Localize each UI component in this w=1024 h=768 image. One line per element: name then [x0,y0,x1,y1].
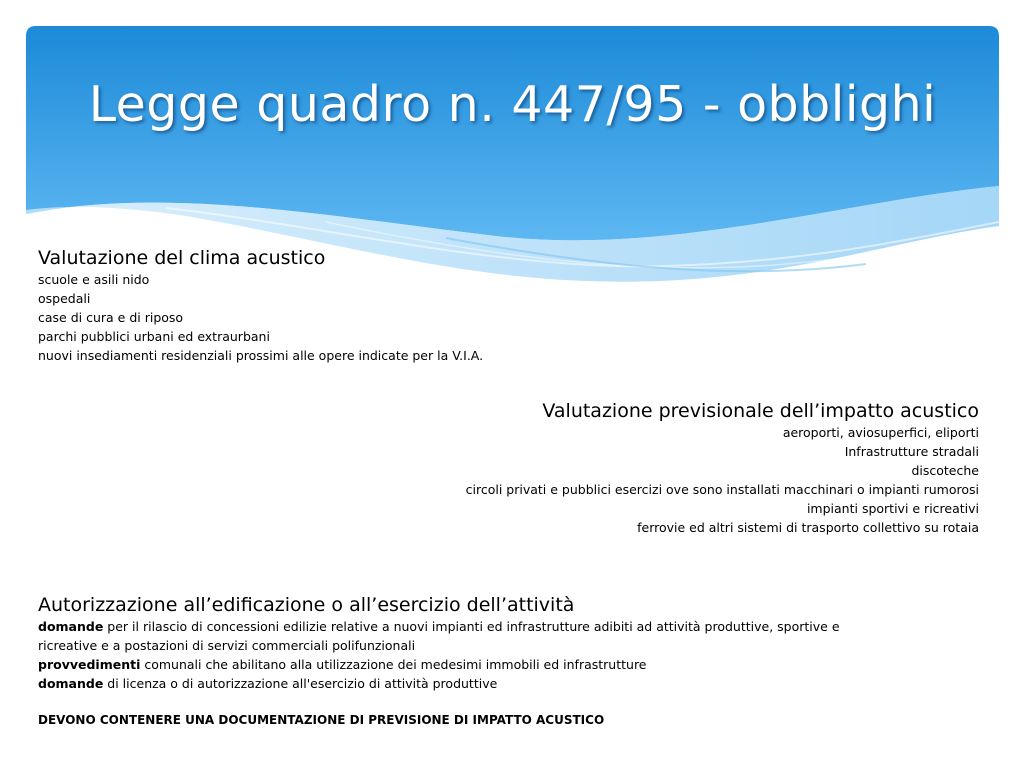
autorizzazione-heading: Autorizzazione all’edificazione o all’esercizio dell’attività [38,594,575,616]
impatto-item: circoli privati e pubblici esercizi ove sono installati macchinari o impianti rumorosi [465,482,979,497]
slide-title: Legge quadro n. 447/95 - obblighi [88,76,937,133]
impatto-heading: Valutazione previsionale dell’impatto acustico [542,400,979,422]
autorizzazione-item [38,655,878,674]
clima-item: scuole e asili nido [38,272,150,287]
impatto-item: discoteche [911,463,979,478]
clima-item: ospedali [38,291,91,306]
impatto-item: Infrastrutture stradali [844,444,979,459]
autorizzazione-item-keyword: domande [38,676,104,691]
impatto-item: ferrovie ed altri sistemi di trasporto collettivo su rotaia [637,520,979,535]
notice-text: DEVONO CONTENERE UNA DOCUMENTAZIONE DI PREVISIONE DI IMPATTO ACUSTICO [38,713,605,727]
impatto-item: aeroporti, aviosuperfici, eliporti [782,425,979,440]
autorizzazione-item [38,674,878,693]
spacer [38,693,878,711]
clima-item: parchi pubblici urbani ed extraurbani [38,329,270,344]
autorizzazione-item-keyword: domande [38,619,104,634]
autorizzazione-item-text: comunali che abilitano alla utilizzazione dei medesimi immobili ed infrastrutture [140,657,647,672]
clima-section [38,246,483,365]
autorizzazione-item-text: di licenza o di autorizzazione all'esercizio di attività produttive [103,676,498,691]
clima-item: case di cura e di riposo [38,310,184,325]
autorizzazione-item-text: per il rilascio di concessioni edilizie relative a nuovi impianti ed infrastrutture adibiti ad attività produttive, sportive e ricreative e a postazioni di servizi commerciali polifunzionali [38,619,840,653]
autorizzazione-section [38,593,878,730]
autorizzazione-item [38,617,878,655]
clima-item: nuovi insediamenti residenziali prossimi alle opere indicate per la V.I.A. [38,348,484,363]
impatto-item: impianti sportivi e ricreativi [806,501,979,516]
autorizzazione-item-keyword: provvedimenti [38,657,141,672]
impatto-section [466,399,979,537]
clima-heading: Valutazione del clima acustico [38,247,326,269]
